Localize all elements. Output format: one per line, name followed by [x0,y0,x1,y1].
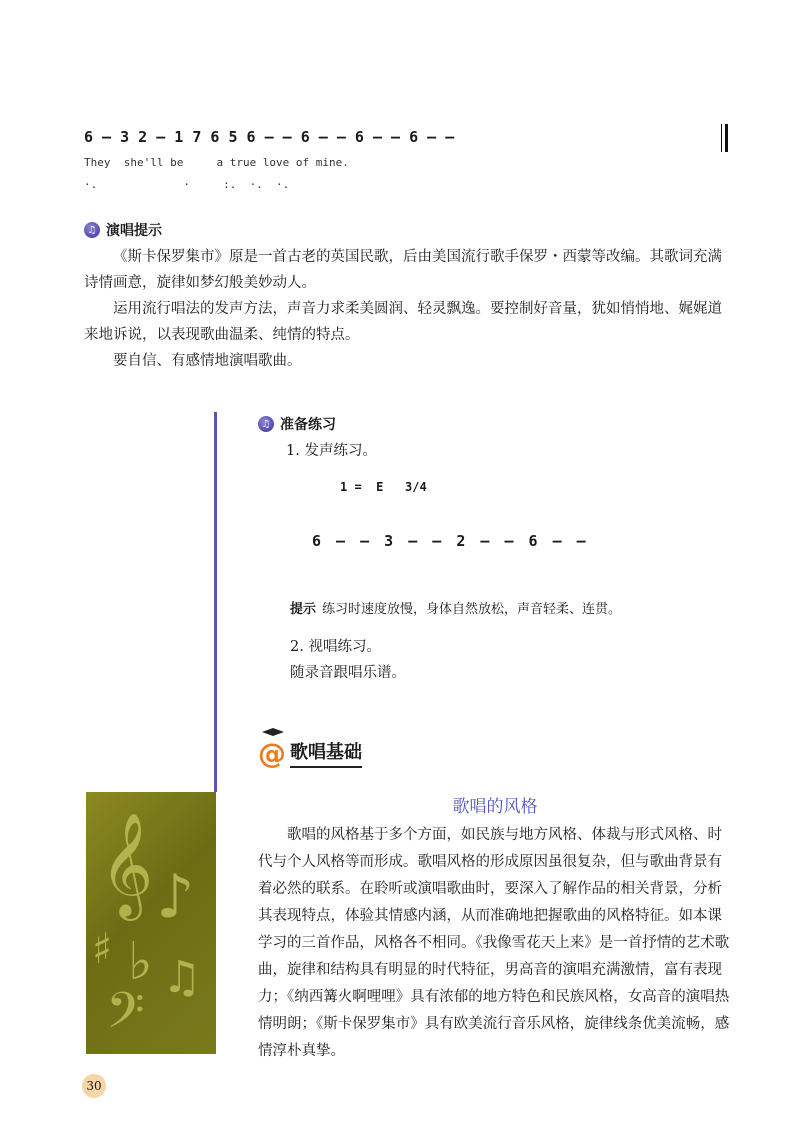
sharp-icon: ♯ [92,924,113,973]
music-symbols-image [86,792,216,1054]
prep-item-2: 2. 视唱练习。 [290,639,381,655]
prep-item-1: 1. 发声练习。 [286,443,377,459]
basics-title: 歌唱基础 [290,738,362,768]
score-lyric: They she'll be a true love of mine. [84,156,349,169]
music-note-icon: ♫ [258,416,274,432]
singing-tips-heading [84,220,162,240]
page-number: 30 [82,1074,106,1098]
singing-tips-p1: 《斯卡保罗集市》原是一首古老的英国民歌，后由美国流行歌手保罗・西蒙等改编。其歌词充满诗情画意，旋律如梦幻般美妙动人。 [84,249,722,291]
article-title: 歌唱的风格 [452,797,538,817]
music-note-icon: ♫ [84,222,100,238]
at-graduation-icon: @ [258,740,286,768]
singing-tips-title: 演唱提示 [106,223,162,239]
flat-icon: ♭ [128,932,153,992]
beamed-notes-icon: ♫ [162,952,202,1003]
tip-label: 提示 [290,602,317,617]
tip-text: 练习时速度放慢，身体自然放松，声音轻柔、连贯。 [322,602,622,617]
prep-heading [258,414,336,434]
score-dots: ·. · :. ·. ·. [84,178,290,191]
basics-heading [258,738,362,768]
singing-tips-body [84,244,732,374]
final-barline-thin [721,124,722,152]
prep-title: 准备练习 [280,417,336,433]
treble-clef-icon: 𝄞 [100,812,154,917]
singing-tips-p2: 运用流行唱法的发声方法，声音力求柔美圆润、轻灵飘逸。要控制好音量，犹如悄悄地、娓娓道来地诉说，以表现歌曲温柔、纯情的特点。 [84,301,722,343]
prep-tip [290,598,621,617]
section-divider [214,412,217,792]
final-barline-thick [725,124,728,152]
eighth-note-icon: ♪ [156,862,195,932]
score-line: 6 – 3 2 – 1 7 6 5 6 – – 6 – – 6 – – 6 – – [84,128,455,146]
singing-tips-p3: 要自信、有感情地演唱歌曲。 [113,353,302,369]
bass-clef-icon: 𝄢 [106,982,145,1052]
article-body [258,822,732,1065]
meter-marking: 1 = E 3/4 [340,480,427,494]
exercise-line: 6 – – 3 – – 2 – – 6 – – [312,532,589,550]
prep-item-2-sub: 随录音跟唱乐谱。 [290,665,406,681]
article-paragraph: 歌唱的风格基于多个方面，如民族与地方风格、体裁与形式风格、时代与个人风格等而形成。歌唱风格的形成原因虽很复杂，但与歌曲背景有着必然的联系。在聆听或演唱歌曲时，要深入了解作品的相关背景，分析其表现特点，体验其情感内涵，从而准确地把握歌曲的风格特征。如本课学习的三首作品，风格各不相同。《我像雪花天上来》是一首抒情的艺术歌曲，旋律和结构具有明显的时代特征，男高音的演唱充满激情，富有表现力；《纳西篝火啊哩哩》具有浓郁的地方特色和民族风格，女高音的演唱热情明朗；《斯卡保罗集市》具有欧美流行音乐风格，旋律线条优美流畅，感情淳朴真挚。 [258,827,730,1059]
